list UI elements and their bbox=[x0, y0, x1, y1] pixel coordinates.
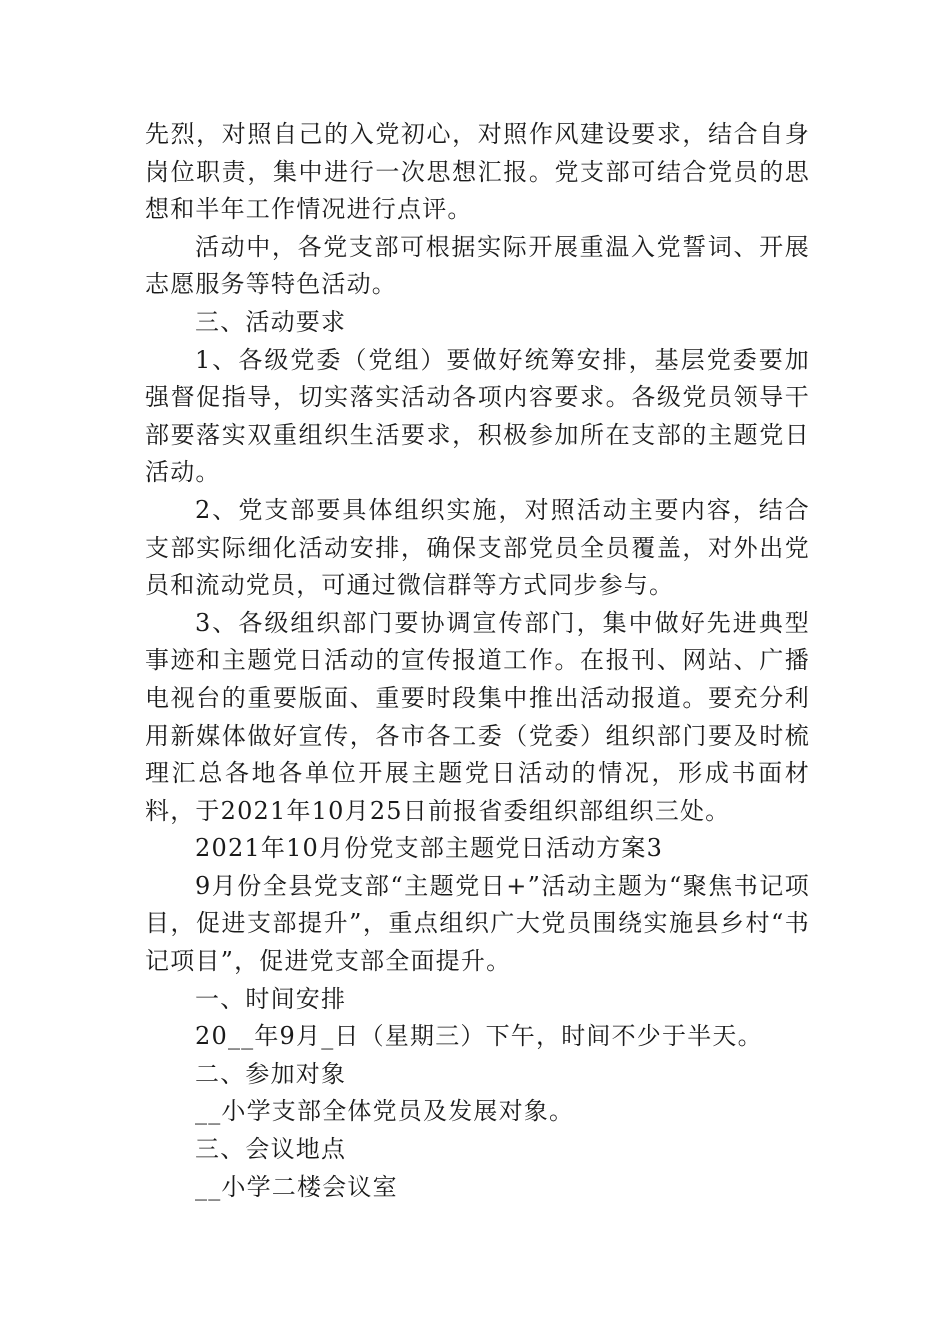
paragraph-participants: __小学支部全体党员及发展对象。 bbox=[195, 1097, 575, 1126]
section-heading-participants: 二、参加对象 bbox=[195, 1059, 347, 1088]
plan-title: 2021年10月份党支部主题党日活动方案3 bbox=[195, 834, 664, 863]
paragraph-requirement-2: 2、党支部要具体组织实施，对照活动主要内容，结合支部实际细化活动安排，确保支部党员全员覆盖，对外出党员和流动党员，可通过微信群等方式同步参与。 bbox=[145, 495, 810, 600]
section-heading-requirements: 三、活动要求 bbox=[195, 307, 347, 336]
paragraph-activities: 活动中，各党支部可根据实际开展重温入党誓词、开展志愿服务等特色活动。 bbox=[145, 232, 810, 299]
paragraph-requirement-1: 1、各级党委（党组）要做好统筹安排，基层党委要加强督促指导，切实落实活动各项内容要求。各级党员领导干部要落实双重组织生活要求，积极参加所在支部的主题党日活动。 bbox=[145, 345, 810, 487]
section-heading-venue: 三、会议地点 bbox=[195, 1135, 347, 1164]
paragraph-requirement-3: 3、各级组织部门要协调宣传部门，集中做好先进典型事迹和主题党日活动的宣传报道工作。在报刊、网站、广播电视台的重要版面、重要时段集中推出活动报道。要充分利用新媒体做好宣传，各市各工委（党委）组织部门要及时梳理汇总各地各单位开展主题党日活动的情况，形成书面材料，于2021年10月25日前报省委组织部组织三处。 bbox=[145, 608, 810, 825]
paragraph-venue: __小学二楼会议室 bbox=[195, 1172, 398, 1201]
section-heading-schedule: 一、时间安排 bbox=[195, 984, 347, 1013]
document-body bbox=[145, 116, 810, 1206]
paragraph-theme: 9月份全县党支部“主题党日+”活动主题为“聚焦书记项目，促进支部提升”，重点组织广大党员围绕实施县乡村“书记项目”，促进党支部全面提升。 bbox=[145, 871, 810, 976]
paragraph-continuation: 先烈，对照自己的入党初心，对照作风建设要求，结合自身岗位职责，集中进行一次思想汇报。党支部可结合党员的思想和半年工作情况进行点评。 bbox=[145, 120, 810, 224]
paragraph-schedule: 20__年9月_日（星期三）下午，时间不少于半天。 bbox=[195, 1022, 763, 1051]
